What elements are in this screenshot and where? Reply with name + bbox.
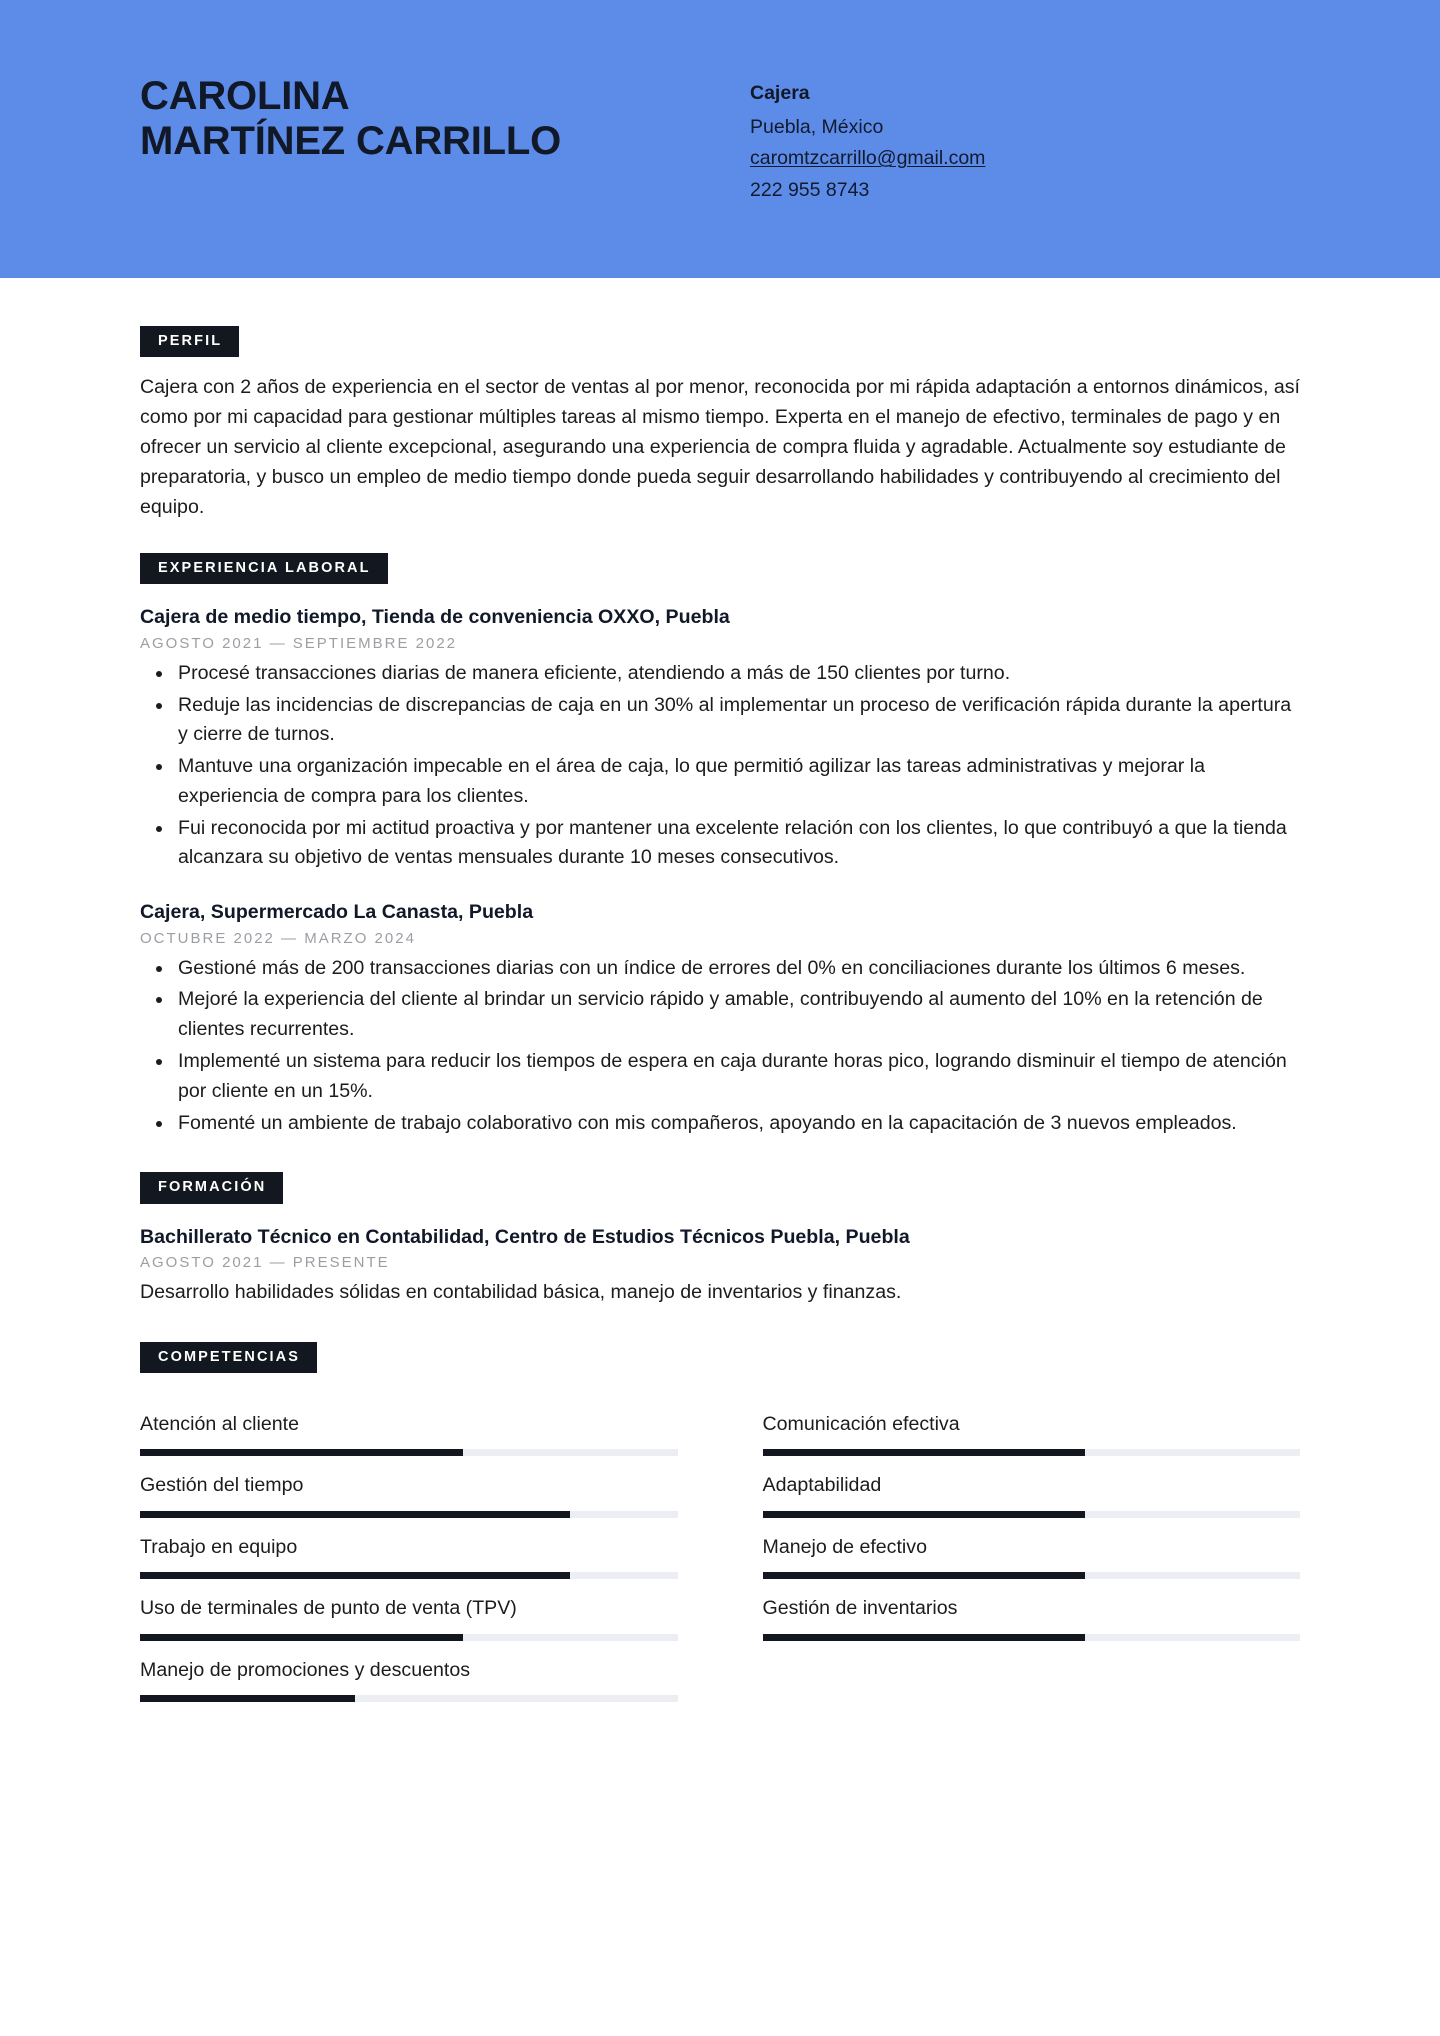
list-item: Implementé un sistema para reducir los tiempos de espera en caja durante horas pico, logrando disminuir el tiempo de atención por cliente en un 15%. — [140, 1047, 1300, 1107]
skill-bar-fill — [763, 1511, 1086, 1518]
list-item: Mantuve una organización impecable en el área de caja, lo que permitió agilizar las tareas administrativas y mejorar la experiencia de compra para los clientes. — [140, 752, 1300, 812]
header-contact-block — [750, 62, 1300, 206]
experience-entry — [140, 604, 1300, 873]
skill-label: Gestión de inventarios — [762, 1597, 958, 1620]
skill-item-empty — [763, 1641, 1301, 1702]
skill-bar-fill — [140, 1634, 463, 1641]
section-profile — [140, 326, 1300, 523]
section-experience — [140, 553, 1300, 1138]
experience-bullets — [140, 954, 1300, 1139]
skill-bar-track — [140, 1695, 678, 1702]
skill-bar-track — [763, 1511, 1301, 1518]
page-title — [140, 74, 750, 164]
experience-bullets — [140, 659, 1300, 873]
skill-bar-track — [140, 1449, 678, 1456]
resume-header — [0, 0, 1440, 278]
contact-location: Puebla, México — [750, 115, 884, 138]
skill-label: Atención al cliente — [140, 1412, 300, 1435]
skill-item — [140, 1395, 678, 1456]
skill-bar-track — [140, 1634, 678, 1641]
list-item: Fui reconocida por mi actitud proactiva y por mantener una excelente relación con los clientes, lo que contribuyó a que la tienda alcanzara su objetivo de ventas mensuales durante 10 meses consecutivos. — [140, 814, 1300, 874]
skill-label: Adaptabilidad — [762, 1474, 882, 1497]
skill-label: Comunicación efectiva — [762, 1412, 960, 1435]
section-badge-experience: EXPERIENCIA LABORAL — [140, 553, 388, 584]
skill-bar-fill — [763, 1634, 1086, 1641]
experience-job-date: OCTUBRE 2022 — MARZO 2024 — [140, 929, 416, 947]
list-item: Procesé transacciones diarias de manera eficiente, atendiendo a más de 150 clientes por turno. — [140, 659, 1300, 689]
skill-label: Gestión del tiempo — [140, 1474, 304, 1497]
skill-item — [140, 1641, 678, 1702]
list-item: Fomenté un ambiente de trabajo colaborativo con mis compañeros, apoyando en la capacitación de 3 nuevos empleados. — [140, 1109, 1300, 1139]
job-role: Cajera — [750, 82, 810, 104]
education-date: AGOSTO 2021 — PRESENTE — [140, 1253, 390, 1271]
skill-item — [140, 1456, 678, 1517]
section-education — [140, 1172, 1300, 1307]
section-skills — [140, 1342, 1300, 1702]
first-name: CAROLINA — [140, 74, 350, 118]
resume-body — [0, 278, 1440, 1762]
skill-bar-fill — [140, 1572, 570, 1579]
contact-email-link[interactable]: caromtzcarrillo@gmail.com — [750, 147, 986, 170]
list-item: Reduje las incidencias de discrepancias de caja en un 30% al implementar un proceso de verificación rápida durante la apertura y cierre de turnos. — [140, 691, 1300, 751]
experience-entry — [140, 899, 1300, 1138]
skill-bar-track — [140, 1572, 678, 1579]
skill-bar-fill — [140, 1695, 355, 1702]
skill-item — [763, 1518, 1301, 1579]
section-badge-profile: PERFIL — [140, 326, 239, 357]
skill-label: Uso de terminales de punto de venta (TPV) — [140, 1597, 517, 1620]
skill-bar-track — [763, 1572, 1301, 1579]
header-name-block — [140, 62, 750, 164]
education-entry — [140, 1224, 1300, 1308]
skill-label: Trabajo en equipo — [140, 1535, 298, 1558]
skill-bar-track — [140, 1511, 678, 1518]
skill-bar-track — [763, 1449, 1301, 1456]
section-badge-education: FORMACIÓN — [140, 1172, 283, 1203]
skill-label: Manejo de efectivo — [762, 1535, 927, 1558]
list-item: Mejoré la experiencia del cliente al brindar un servicio rápido y amable, contribuyendo al aumento del 10% en la retención de clientes recurrentes. — [140, 985, 1300, 1045]
education-title: Bachillerato Técnico en Contabilidad, Centro de Estudios Técnicos Puebla, Puebla — [140, 1225, 910, 1248]
skill-bar-fill — [140, 1449, 463, 1456]
skill-bar-fill — [140, 1511, 570, 1518]
skill-item — [140, 1579, 678, 1640]
skill-bar-fill — [763, 1449, 1086, 1456]
section-badge-skills: COMPETENCIAS — [140, 1342, 317, 1373]
last-name: MARTÍNEZ CARRILLO — [140, 118, 561, 163]
list-item: Gestioné más de 200 transacciones diarias con un índice de errores del 0% en conciliaciones durante los últimos 6 meses. — [140, 954, 1300, 984]
skill-bar-fill — [763, 1572, 1086, 1579]
skill-item — [763, 1579, 1301, 1640]
skills-grid — [140, 1395, 1300, 1702]
skill-item — [763, 1456, 1301, 1517]
skill-bar-track — [763, 1634, 1301, 1641]
experience-job-date: AGOSTO 2021 — SEPTIEMBRE 2022 — [140, 634, 457, 652]
skill-label: Manejo de promociones y descuentos — [140, 1658, 471, 1681]
experience-job-title: Cajera de medio tiempo, Tienda de conveniencia OXXO, Puebla — [140, 606, 730, 629]
contact-phone: 222 955 8743 — [750, 178, 870, 201]
experience-job-title: Cajera, Supermercado La Canasta, Puebla — [140, 901, 534, 924]
skill-item — [140, 1518, 678, 1579]
education-description: Desarrollo habilidades sólidas en contabilidad básica, manejo de inventarios y finanzas. — [140, 1280, 902, 1303]
profile-text: Cajera con 2 años de experiencia en el sector de ventas al por menor, reconocida por mi rápida adaptación a entornos dinámicos, así como por mi capacidad para gestionar múltiples tareas al mismo tiempo. Experta en el manejo de efectivo, terminales de pago y en ofrecer un servicio al cliente excepcional, asegurando una experiencia de compra fluida y agradable. Actualmente soy estudiante de preparatoria, y busco un empleo de medio tiempo donde pueda seguir desarrollando habilidades y contribuyendo al crecimiento del equipo. — [140, 376, 1300, 519]
skill-item — [763, 1395, 1301, 1456]
